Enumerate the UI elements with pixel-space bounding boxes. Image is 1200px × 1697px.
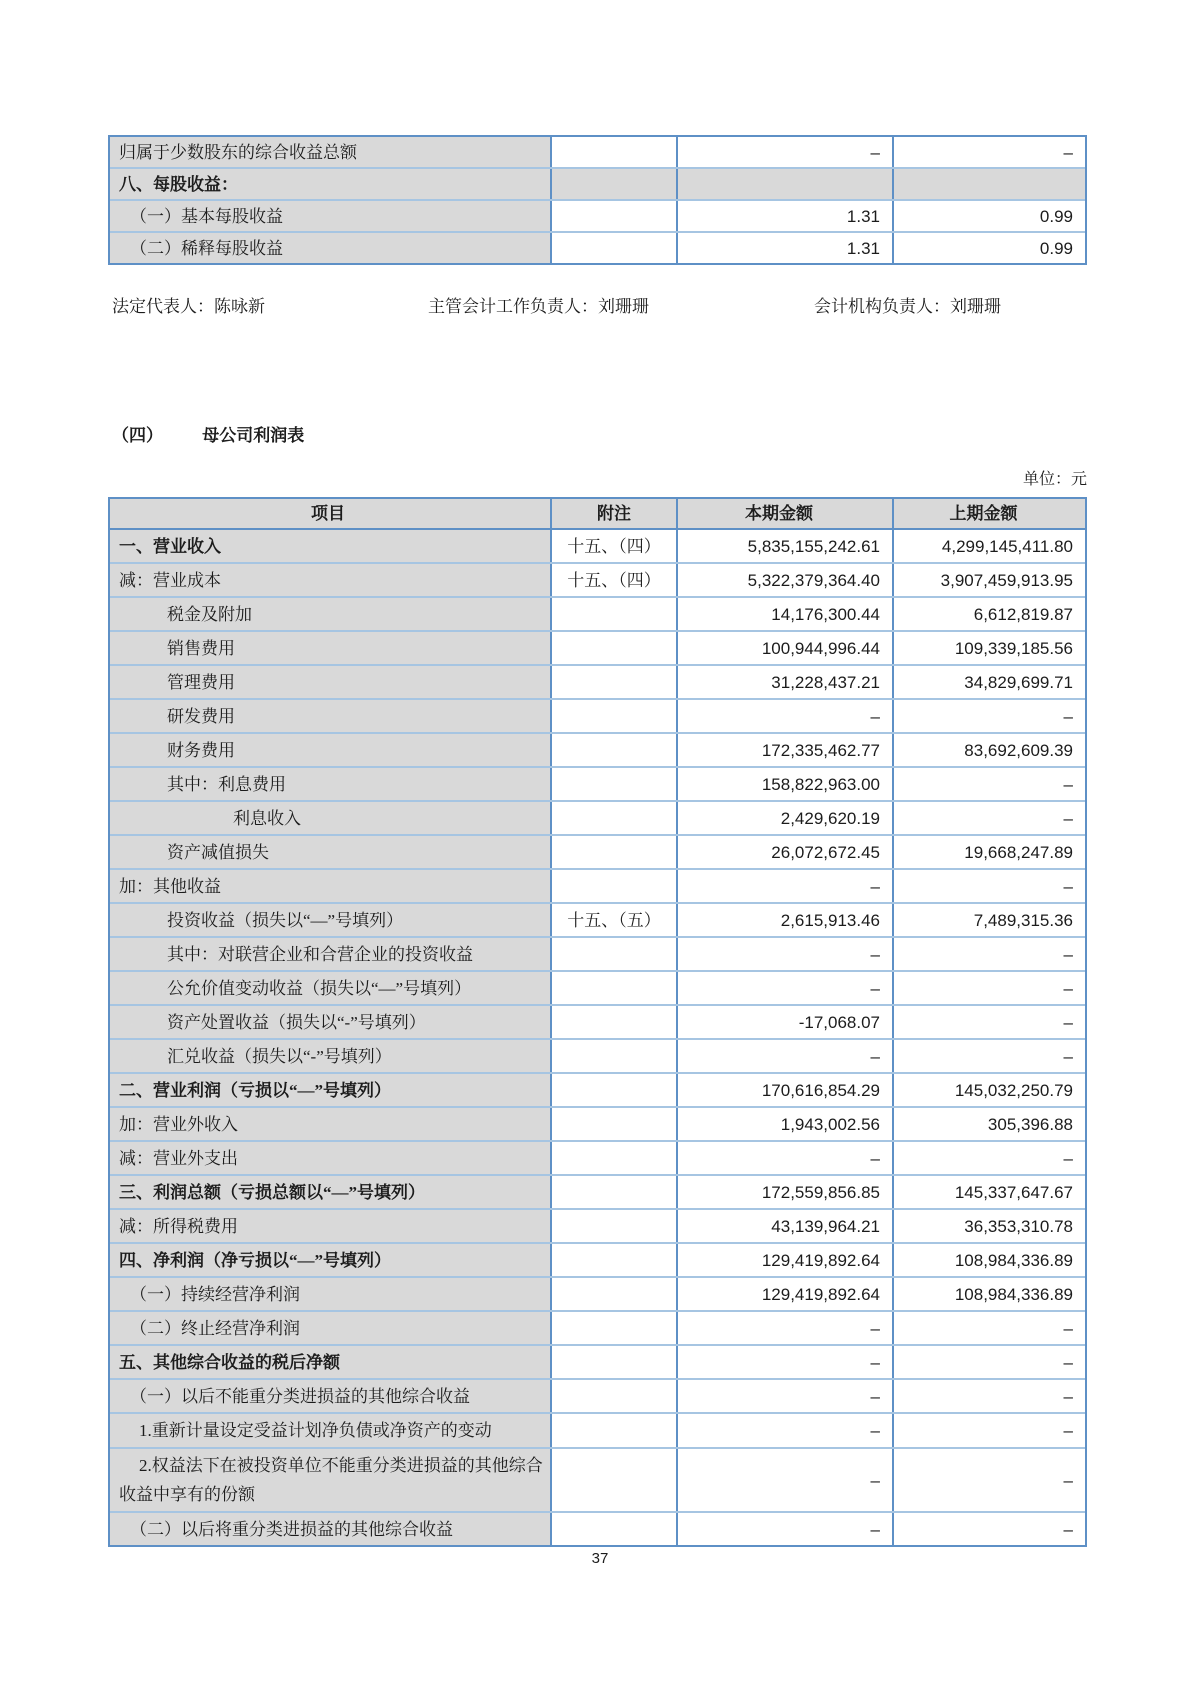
current-amount-cell: 5,835,155,242.61 — [676, 530, 892, 562]
table-row — [110, 1142, 1085, 1176]
note-cell — [550, 734, 676, 766]
previous-amount-cell: 0.99 — [892, 201, 1085, 231]
note-cell: 十五、（四） — [550, 530, 676, 562]
table-row — [110, 1346, 1085, 1380]
table-row — [110, 1006, 1085, 1040]
current-amount-cell: 129,419,892.64 — [676, 1244, 892, 1276]
header-current-amount: 本期金额 — [676, 499, 892, 528]
previous-amount-cell: – — [892, 802, 1085, 834]
item-label-cell: 资产减值损失 — [110, 836, 550, 868]
current-amount-cell: – — [676, 972, 892, 1004]
current-amount-cell: – — [676, 870, 892, 902]
table-row — [110, 1176, 1085, 1210]
table-row — [110, 1312, 1085, 1346]
note-cell — [550, 1312, 676, 1344]
current-amount-cell: – — [676, 1040, 892, 1072]
note-cell — [550, 870, 676, 902]
item-label-cell: 归属于少数股东的综合收益总额 — [110, 137, 550, 167]
item-label-cell: 汇兑收益（损失以“-”号填列） — [110, 1040, 550, 1072]
table-row — [110, 870, 1085, 904]
table-row — [110, 1074, 1085, 1108]
table-row — [110, 632, 1085, 666]
table-row — [110, 938, 1085, 972]
note-cell — [550, 836, 676, 868]
table-row — [110, 530, 1085, 564]
previous-amount-cell: – — [892, 1513, 1085, 1545]
item-label-cell: 销售费用 — [110, 632, 550, 664]
current-amount-cell: 31,228,437.21 — [676, 666, 892, 698]
previous-amount-cell: 0.99 — [892, 233, 1085, 263]
note-cell — [550, 700, 676, 732]
previous-amount-cell: 4,299,145,411.80 — [892, 530, 1085, 562]
previous-amount-cell: 19,668,247.89 — [892, 836, 1085, 868]
item-label-cell: 四、净利润（净亏损以“—”号填列） — [110, 1244, 550, 1276]
item-label-cell: 三、利润总额（亏损总额以“—”号填列） — [110, 1176, 550, 1208]
previous-amount-cell: 7,489,315.36 — [892, 904, 1085, 936]
table-row — [110, 233, 1085, 263]
note-cell — [550, 169, 676, 199]
current-amount-cell: 2,429,620.19 — [676, 802, 892, 834]
current-amount-cell: – — [676, 700, 892, 732]
current-amount-cell: – — [676, 1346, 892, 1378]
previous-amount-cell: – — [892, 1414, 1085, 1447]
note-cell — [550, 1176, 676, 1208]
item-label-cell: 加：其他收益 — [110, 870, 550, 902]
item-label-cell: （二）稀释每股收益 — [110, 233, 550, 263]
note-cell — [550, 137, 676, 167]
table-row — [110, 1108, 1085, 1142]
note-cell — [550, 1006, 676, 1038]
table-row — [110, 1449, 1085, 1513]
note-cell — [550, 1210, 676, 1242]
page-number: 37 — [591, 1550, 609, 1567]
signature-line — [112, 292, 1091, 316]
current-amount-cell: 100,944,996.44 — [676, 632, 892, 664]
note-cell — [550, 1244, 676, 1276]
table-row — [110, 1040, 1085, 1074]
legal-representative-text: 法定代表人：陈咏新 — [112, 297, 265, 316]
item-label-cell: 财务费用 — [110, 734, 550, 766]
note-cell — [550, 1513, 676, 1545]
current-amount-cell: -17,068.07 — [676, 1006, 892, 1038]
previous-amount-cell: – — [892, 938, 1085, 970]
previous-amount-cell: 3,907,459,913.95 — [892, 564, 1085, 596]
note-cell — [550, 1108, 676, 1140]
current-amount-cell: – — [676, 137, 892, 167]
previous-amount-cell: 145,032,250.79 — [892, 1074, 1085, 1106]
previous-amount-cell: 145,337,647.67 — [892, 1176, 1085, 1208]
table-row — [110, 904, 1085, 938]
previous-amount-cell: 305,396.88 — [892, 1108, 1085, 1140]
table-row — [110, 169, 1085, 201]
note-cell — [550, 233, 676, 263]
item-label-cell: 二、营业利润（亏损以“—”号填列） — [110, 1074, 550, 1106]
header-previous-amount: 上期金额 — [892, 499, 1085, 528]
previous-amount-cell: – — [892, 1006, 1085, 1038]
current-amount-cell: – — [676, 1312, 892, 1344]
previous-amount-cell: – — [892, 972, 1085, 1004]
item-label-cell: 其中：对联营企业和合营企业的投资收益 — [110, 938, 550, 970]
previous-amount-cell — [892, 169, 1085, 199]
table-row — [110, 700, 1085, 734]
current-amount-cell: – — [676, 1380, 892, 1412]
item-label-cell: 资产处置收益（损失以“-”号填列） — [110, 1006, 550, 1038]
note-cell — [550, 1142, 676, 1174]
item-label-cell: 八、每股收益： — [110, 169, 550, 199]
previous-amount-cell: 34,829,699.71 — [892, 666, 1085, 698]
section-number: （四） — [112, 426, 163, 445]
previous-amount-cell: – — [892, 700, 1085, 732]
note-cell — [550, 972, 676, 1004]
current-amount-cell: – — [676, 1449, 892, 1511]
current-amount-cell: 172,335,462.77 — [676, 734, 892, 766]
note-cell — [550, 1040, 676, 1072]
item-label-cell: 研发费用 — [110, 700, 550, 732]
note-cell — [550, 1380, 676, 1412]
current-amount-cell: 158,822,963.00 — [676, 768, 892, 800]
table-row — [110, 734, 1085, 768]
current-amount-cell — [676, 169, 892, 199]
note-cell — [550, 1074, 676, 1106]
parent-company-income-table — [108, 497, 1087, 1547]
note-cell: 十五、（五） — [550, 904, 676, 936]
previous-amount-cell: – — [892, 870, 1085, 902]
current-amount-cell: 5,322,379,364.40 — [676, 564, 892, 596]
top-income-table — [108, 135, 1087, 265]
item-label-cell: 五、其他综合收益的税后净额 — [110, 1346, 550, 1378]
note-cell — [550, 938, 676, 970]
item-label-cell: （二）以后将重分类进损益的其他综合收益 — [110, 1513, 550, 1545]
item-label-cell: 减：营业成本 — [110, 564, 550, 596]
current-amount-cell: 1.31 — [676, 201, 892, 231]
item-label-cell: （一）基本每股收益 — [110, 201, 550, 231]
previous-amount-cell: – — [892, 1449, 1085, 1511]
current-amount-cell: – — [676, 1414, 892, 1447]
table-row — [110, 802, 1085, 836]
item-label-cell: 1.重新计量设定受益计划净负债或净资产的变动 — [110, 1414, 550, 1447]
section-title — [112, 421, 304, 446]
note-cell — [550, 1278, 676, 1310]
current-amount-cell: 1.31 — [676, 233, 892, 263]
item-label-cell: （一）以后不能重分类进损益的其他综合收益 — [110, 1380, 550, 1412]
item-label-cell: 投资收益（损失以“—”号填列） — [110, 904, 550, 936]
previous-amount-cell: – — [892, 1380, 1085, 1412]
table-row — [110, 1414, 1085, 1449]
previous-amount-cell: 6,612,819.87 — [892, 598, 1085, 630]
table-row — [110, 201, 1085, 233]
current-amount-cell: 172,559,856.85 — [676, 1176, 892, 1208]
note-cell — [550, 1346, 676, 1378]
table-row — [110, 1244, 1085, 1278]
table-row — [110, 564, 1085, 598]
current-amount-cell: 129,419,892.64 — [676, 1278, 892, 1310]
current-amount-cell: 26,072,672.45 — [676, 836, 892, 868]
header-item: 项目 — [110, 499, 550, 528]
item-label-cell: 税金及附加 — [110, 598, 550, 630]
item-label-cell: 减：所得税费用 — [110, 1210, 550, 1242]
current-amount-cell: – — [676, 1142, 892, 1174]
note-cell — [550, 802, 676, 834]
previous-amount-cell: 36,353,310.78 — [892, 1210, 1085, 1242]
previous-amount-cell: – — [892, 137, 1085, 167]
previous-amount-cell: – — [892, 1142, 1085, 1174]
item-label-cell: 其中：利息费用 — [110, 768, 550, 800]
note-cell — [550, 632, 676, 664]
current-amount-cell: – — [676, 1513, 892, 1545]
previous-amount-cell: – — [892, 1040, 1085, 1072]
table-row — [110, 836, 1085, 870]
note-cell — [550, 1414, 676, 1447]
header-note: 附注 — [550, 499, 676, 528]
unit-label: 单位：元 — [1022, 471, 1087, 488]
previous-amount-cell: 83,692,609.39 — [892, 734, 1085, 766]
previous-amount-cell: – — [892, 768, 1085, 800]
item-label-cell: （二）终止经营净利润 — [110, 1312, 550, 1344]
table-header-row — [110, 499, 1085, 530]
current-amount-cell: – — [676, 938, 892, 970]
table-row — [110, 1513, 1085, 1545]
note-cell: 十五、（四） — [550, 564, 676, 596]
previous-amount-cell: 109,339,185.56 — [892, 632, 1085, 664]
item-label-cell: 公允价值变动收益（损失以“—”号填列） — [110, 972, 550, 1004]
previous-amount-cell: 108,984,336.89 — [892, 1244, 1085, 1276]
table-row — [110, 137, 1085, 169]
item-label-cell: 一、营业收入 — [110, 530, 550, 562]
table-row — [110, 1278, 1085, 1312]
table-row — [110, 1210, 1085, 1244]
current-amount-cell: 170,616,854.29 — [676, 1074, 892, 1106]
item-label-cell: （一）持续经营净利润 — [110, 1278, 550, 1310]
item-label-cell: 管理费用 — [110, 666, 550, 698]
current-amount-cell: 2,615,913.46 — [676, 904, 892, 936]
table-row — [110, 972, 1085, 1006]
current-amount-cell: 1,943,002.56 — [676, 1108, 892, 1140]
item-label-cell: 减：营业外支出 — [110, 1142, 550, 1174]
previous-amount-cell: – — [892, 1312, 1085, 1344]
item-label-cell: 2.权益法下在被投资单位不能重分类进损益的其他综合收益中享有的份额 — [110, 1449, 550, 1511]
previous-amount-cell: – — [892, 1346, 1085, 1378]
accounting-head-text: 会计机构负责人：刘珊珊 — [814, 297, 1001, 316]
section-title-text: 母公司利润表 — [202, 426, 305, 445]
table-row — [110, 1380, 1085, 1414]
current-amount-cell: 14,176,300.44 — [676, 598, 892, 630]
table-row — [110, 598, 1085, 632]
note-cell — [550, 598, 676, 630]
table-row — [110, 768, 1085, 802]
note-cell — [550, 666, 676, 698]
note-cell — [550, 201, 676, 231]
table-row — [110, 666, 1085, 700]
note-cell — [550, 768, 676, 800]
item-label-cell: 利息收入 — [110, 802, 550, 834]
note-cell — [550, 1449, 676, 1511]
current-amount-cell: 43,139,964.21 — [676, 1210, 892, 1242]
chief-accountant-text: 主管会计工作负责人：刘珊珊 — [428, 297, 649, 316]
item-label-cell: 加：营业外收入 — [110, 1108, 550, 1140]
previous-amount-cell: 108,984,336.89 — [892, 1278, 1085, 1310]
